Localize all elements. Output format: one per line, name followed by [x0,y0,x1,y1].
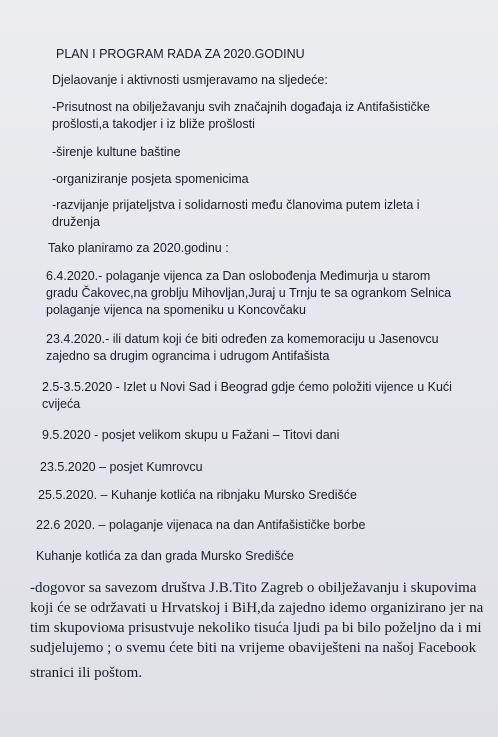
plan-intro: Tako planiramo za 2020.godinu : [48,241,229,255]
bullet-line: -organiziranje posjeta spomenicima [52,172,249,186]
event-line: polaganje vijenca na spomeniku u Koncovčaku [46,303,306,317]
event-line: cvijeća [42,397,81,411]
intro-text: Djelaovanje i aktivnosti usmjeravamo na sljedeće: [52,73,328,87]
closing-line: stranici ili poštom. [30,665,143,681]
document-title: PLAN I PROGRAM RADA ZA 2020.GODINU [56,47,305,61]
event-line: 2.5-3.5.2020 - Izlet u Novi Sad i Beograd gdje ćemo položiti vijence u Kući [42,380,452,394]
event-line: 22.6 2020. – polaganje vijenaca na dan Antifašističke borbe [36,518,366,532]
closing-line: sudjelujemo ; o svemu ćete biti na vrijeme obaviješteni na našoj Facebook [30,640,477,656]
event-line: Kuhanje kotlića za dan grada Mursko Središće [36,549,294,563]
event-line: zajedno sa drugim ograncima i udrugom Antifašista [46,349,330,363]
bullet-line: -širenje kultune baštine [52,145,181,159]
bullet-line: -Prisutnost na obilježavanju svih značajnih događaja iz Antifašističke [52,100,430,114]
closing-line: -dogovor sa savezom društva J.B.Tito Zagreb o obilježavanju i skupovima [30,580,477,596]
closing-line: tim skupoviома prisustvuje nekoliko tisuća ljudi pa bi bilo poželjno da i mi [30,620,482,636]
event-line: gradu Čakovec,na groblju Mihovljan,Juraj u Trnju te sa ogrankom Selnica [46,286,452,300]
event-line: 9.5.2020 - posjet velikom skupu u Fažani – Titovi dani [42,428,340,442]
event-line: 23.4.2020.- ili datum koji će biti određen za komemoraciju u Jasenovcu [46,332,439,346]
event-line: 25.5.2020. – Kuhanje kotlića na ribnjaku Mursko Središće [38,488,357,502]
closing-line: koji će se održavati u Hrvatskoj i BiH,da zajedno idemo organizirano jer na [30,600,484,616]
bullet-line: druženja [52,215,100,229]
event-line: 23.5.2020 – posjet Kumrovcu [40,460,203,474]
event-line: 6.4.2020.- polaganje vijenca za Dan oslobođenja Međimurja u starom [46,269,431,283]
bullet-line: prošlosti,a takodjer i iz bliže prošlosti [52,117,255,131]
bullet-line: -razvijanje prijateljstva i solidarnosti među članovima putem izleta i [52,198,420,212]
